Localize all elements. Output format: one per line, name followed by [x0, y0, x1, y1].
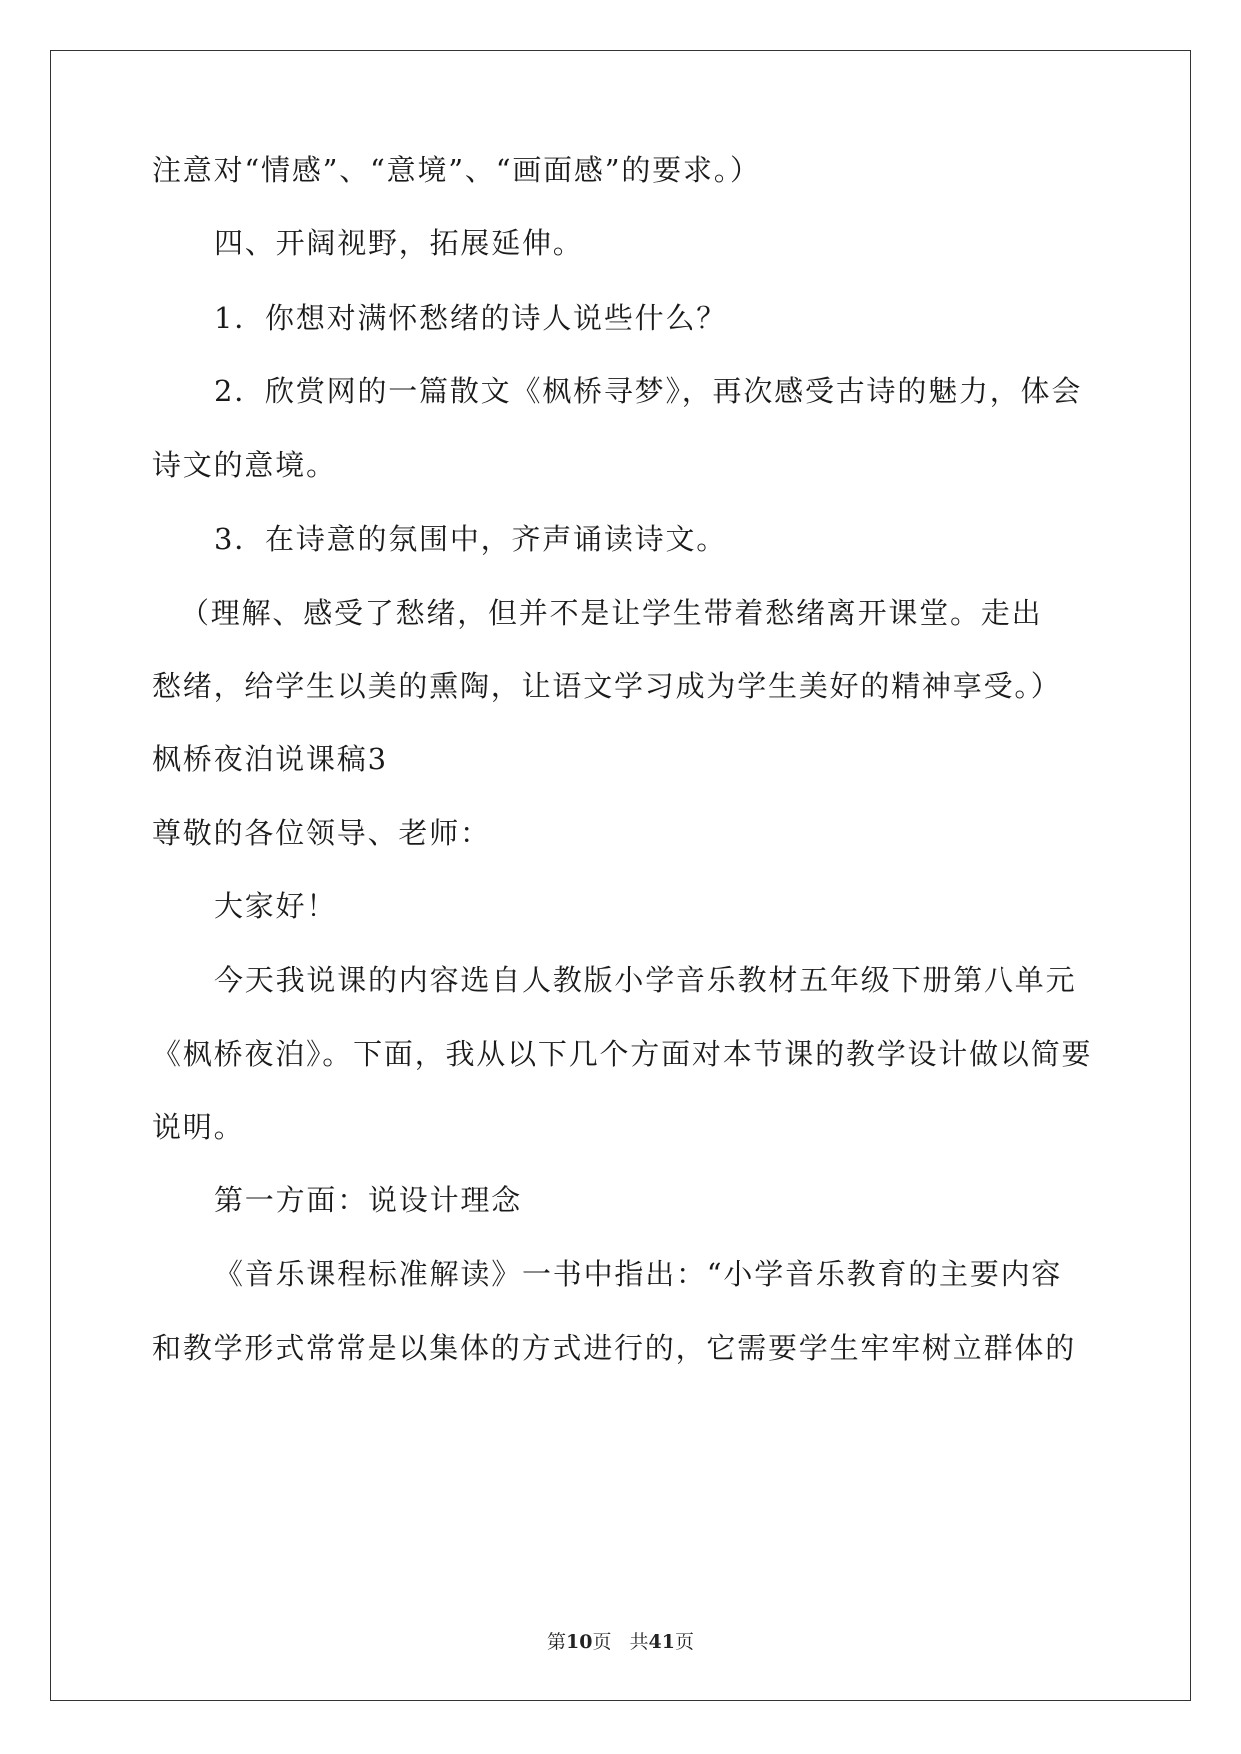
paragraph-line: 说明。: [152, 1110, 245, 1144]
paragraph-line: 今天我说课的内容选自人教版小学音乐教材五年级下册第八单元: [214, 963, 1077, 997]
greeting: 大家好！: [214, 889, 338, 923]
list-item: 2．欣赏网的一篇散文《枫桥寻梦》，再次感受古诗的魅力，体会: [214, 374, 1083, 408]
page-footer: [0, 1630, 1241, 1654]
page-number: 10: [566, 1631, 593, 1653]
footer-total-prefix: 共: [629, 1631, 649, 1653]
paragraph-line: 愁绪，给学生以美的熏陶，让语文学习成为学生美好的精神享受。）: [152, 669, 1062, 703]
paragraph-line: 《枫桥夜泊》。下面，我从以下几个方面对本节课的教学设计做以简要: [152, 1037, 1093, 1071]
list-item: 3．在诗意的氛围中，齐声诵读诗文。: [214, 522, 728, 556]
footer-page-unit: 页: [592, 1631, 612, 1653]
salutation: 尊敬的各位领导、老师：: [152, 816, 491, 850]
paragraph-line: 注意对“情感”、“意境”、“画面感”的要求。）: [152, 153, 761, 187]
footer-prefix: 第: [547, 1631, 567, 1653]
paragraph-line: 和教学形式常常是以集体的方式进行的，它需要学生牢牢树立群体的: [152, 1331, 1077, 1365]
paragraph-line: 《音乐课程标准解读》一书中指出：“小学音乐教育的主要内容: [214, 1257, 1063, 1291]
list-item: 1．你想对满怀愁绪的诗人说些什么？: [214, 301, 728, 335]
section-heading: 第一方面：说设计理念: [214, 1183, 523, 1217]
footer-total-unit: 页: [674, 1631, 694, 1653]
paragraph-line: 诗文的意境。: [152, 448, 337, 482]
document-title: 枫桥夜泊说课稿3: [152, 742, 388, 776]
total-pages: 41: [648, 1631, 675, 1653]
section-heading: 四、开阔视野，拓展延伸。: [214, 226, 584, 260]
paragraph-line: （理解、感受了愁绪，但并不是让学生带着愁绪离开课堂。走出: [180, 596, 1043, 630]
